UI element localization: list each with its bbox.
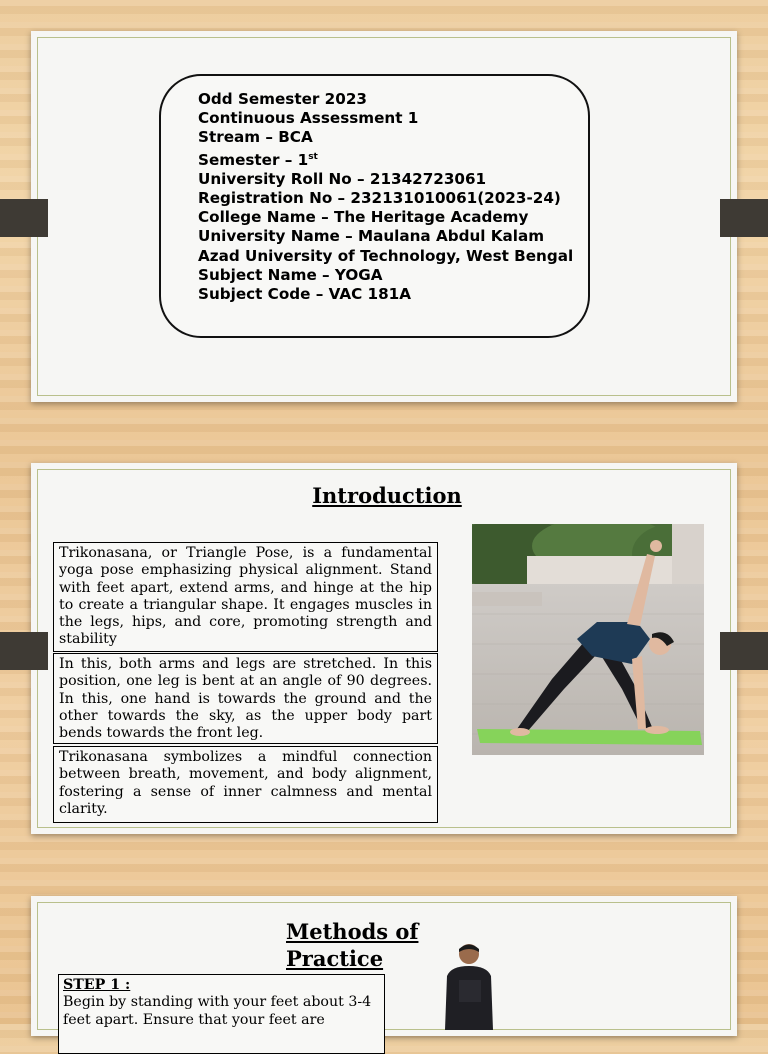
intro-paragraph-2: In this, both arms and legs are stretched. In this position, one leg is bent at an angle of 90 degrees. In this, one hand is towards the ground and the other towards the sky, as the upper body part bends towards the front leg. [53,653,438,744]
introduction-heading: Introduction [312,483,462,508]
info-line-university: University Name – Maulana Abdul Kalam Azad University of Technology, West Bengal [198,227,574,265]
slide-tab-left [0,632,48,670]
methods-slide [31,896,737,1036]
step-1-label: STEP 1 : [63,977,131,993]
title-slide [31,31,737,402]
step-1-box [58,974,385,1054]
triangle-pose-photo [472,524,704,755]
intro-paragraph-1: Trikonasana, or Triangle Pose, is a fundamental yoga pose emphasizing physical alignment. Stand with feet apart, extend arms, and hinge at the hip to create a triangular shape. It engages muscles in the legs, hips, and core, promoting strength and stability [53,542,438,652]
info-line-stream: Stream – BCA [198,128,313,147]
info-line-registration: Registration No – 232131010061(2023-24) [198,189,561,208]
assessment-info-text [198,90,578,304]
info-line-assessment: Continuous Assessment 1 [198,109,419,128]
introduction-slide [31,463,737,834]
info-line-semester-term: Odd Semester 2023 [198,90,367,108]
slide-tab-right [720,199,768,237]
info-line-college: College Name – The Heritage Academy [198,208,529,227]
info-line-subject-name: Subject Name – YOGA [198,265,383,284]
step-1-text: Begin by standing with your feet about 3-4 feet apart. Ensure that your feet are [63,994,372,1028]
info-line-subject-code: Subject Code – VAC 181A [198,285,411,304]
assessment-info-box [159,74,590,338]
slide-tab-left [0,199,48,237]
info-line-roll-no: University Roll No – 21342723061 [198,169,487,188]
presenter-photo [441,940,501,1030]
methods-heading: Methods of Practice [286,919,419,971]
info-line-semester [198,148,578,170]
semester-text: Semester – 1 [198,150,309,169]
intro-paragraph-3: Trikonasana symbolizes a mindful connection between breath, movement, and body alignment, fostering a sense of inner calmness and mental clarity. [53,746,438,823]
slide-tab-right [720,632,768,670]
semester-ordinal: st [308,151,318,162]
